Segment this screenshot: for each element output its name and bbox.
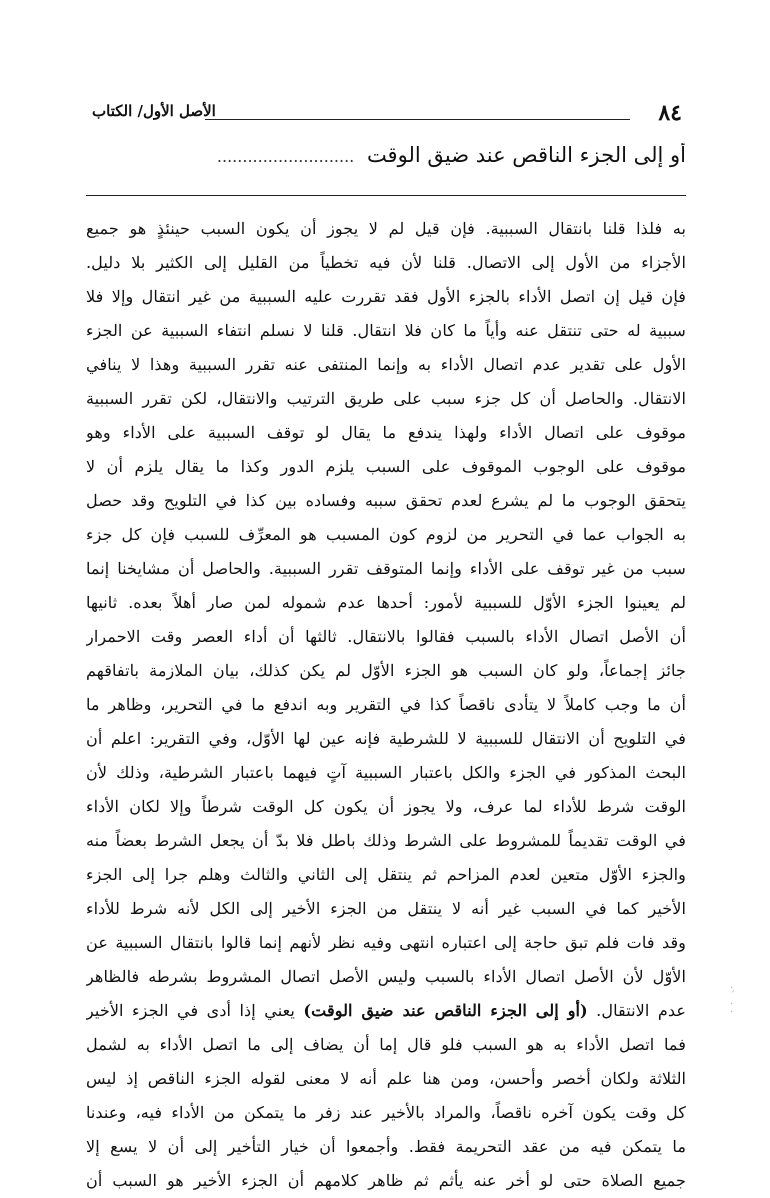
- section-heading-dots: ...........................: [216, 147, 355, 166]
- text-line: ما يتمكن فيه من عقد التحريمة فقط. وأجمعوا أن خيار التأخير إلى أن لا يسع إلا: [86, 1137, 686, 1156]
- text-line: الوقت شرط للأداء لما عرف، ولا يجوز أن يكون كل الوقت شرطاً وإلا لكان الأداء: [86, 797, 686, 816]
- text-line: جائز إجماعاً، ولو كان السبب هو الجزء الأوّل لم يكن كذلك، بيان الملازمة باتفاقهم: [86, 661, 686, 680]
- text-line: لم يعينوا الجزء الأوّل للسببية لأمور: أحدها عدم شموله لمن صار أهلاً بعده. ثانيها: [86, 593, 686, 612]
- page-number: ٨٤: [658, 100, 682, 126]
- text-line: موقوف على الوجوب الموقوف على السبب يلزم الدور وكذا ما يقال يلزم أن لا: [86, 457, 686, 476]
- text-line: في الوقت تقديماً للمشروط على الشرط وذلك باطل فلا بدّ أن يجعل الشرط بعضاً منه: [86, 831, 686, 850]
- section-heading: [86, 143, 686, 177]
- text-line: الأخير كما في السبب غير أنه لا ينتقل من الجزء الأخير إلى الكل لأنه شرط للأداء: [86, 899, 686, 918]
- text-line: في التلويح أن الانتقال للسببية لا للشرطية فإنه عين لها الأوّل، وفي التقرير: اعلم أن: [86, 729, 686, 748]
- body-text: [86, 212, 686, 1198]
- running-title: الأصل الأول/ الكتاب: [92, 102, 216, 120]
- text-line: الثلاثة ولكان أخصر وأحسن، ومن هنا علم أنه لا معنى لقوله الجزء الناقص إذ ليس: [86, 1069, 686, 1088]
- text-line: وقد فات فلم تبق حاجة إلى اعتباره انتهى وفيه نظر لأنهم إنما قالوا بانتقال السببية عن: [86, 933, 686, 952]
- text-line: كل وقت يكون آخره ناقصاً، والمراد بالأخير عند زفر ما يتمكن من الأداء فيه، وعندنا: [86, 1103, 686, 1122]
- text-line: به الجواب عما في التحرير من لزوم كون المسبب هو المعرِّف للسبب فإن كل جزء: [86, 525, 686, 544]
- text-line-segment: يعني إذا أدى في الجزء الأخير: [86, 1001, 304, 1020]
- text-line: الأول على تقدير عدم اتصال الأداء به وإنما المنتفى عنه تقرر السببية وهذا لا ينافي: [86, 355, 686, 374]
- margin-mark: · ´ · ·: [730, 983, 735, 1018]
- text-line: سبب من غير توقف على الأداء وإنما المتوقف تقرر السببية. والحاصل أن مشايخنا إنما: [86, 559, 686, 578]
- running-header: [92, 100, 682, 130]
- section-heading-text: أو إلى الجزء الناقص عند ضيق الوقت: [366, 143, 686, 167]
- text-line: أن ما وجب كاملاً لا يتأدى ناقصاً كذا في التقرير وبه اندفع ما في التحرير، وظاهر ما: [86, 695, 686, 714]
- text-line: الأوّل لأن الأصل اتصال الأداء بالسبب وليس الأصل اتصال المشروط بشرطه فالظاهر: [86, 967, 686, 986]
- text-line: [86, 994, 686, 1028]
- text-line: فما اتصل الأداء به هو السبب فلو قال إما أن يضاف إلى ما اتصل الأداء به لشمل: [86, 1035, 686, 1054]
- text-line: فإن قيل إن اتصل الأداء بالجزء الأول فقد تقررت عليه السببية من غير انتقال وإلا فلا: [86, 287, 686, 306]
- text-line: موقوف على اتصال الأداء ولهذا يندفع ما يقال لو توقف السببية على الأداء وهو: [86, 423, 686, 442]
- bold-quoted-matn: (أو إلى الجزء الناقص عند ضيق الوقت): [303, 1001, 588, 1020]
- text-line: والجزء الأوّل متعين لعدم المزاحم ثم ينتقل إلى الثاني والثالث وهلم جرا إلى الجزء: [86, 865, 686, 884]
- text-line-segment: عدم الانتقال.: [587, 1001, 686, 1020]
- text-line: أن الأصل اتصال الأداء بالسبب فقالوا بالانتقال. ثالثها أن أداء العصر وقت الاحمرار: [86, 627, 686, 646]
- text-line: البحث المذكور في الجزء والكل باعتبار السببية آتٍ فيهما باعتبار الشرطية، وذلك لأن: [86, 763, 686, 782]
- text-line: الأجزاء من الأول إلى الاتصال. قلنا لأن فيه تخطياً من القليل إلى الكثير بلا دليل.: [86, 253, 686, 272]
- text-line: سببية له حتى تنتقل عنه وأياً ما كان فلا انتقال. قلنا لا نسلم انتفاء السببية عن الجزء: [86, 321, 686, 340]
- text-line: الانتقال. والحاصل أن كل جزء سبب على طريق الترتيب والانتقال، لكن تقرر السببية: [86, 389, 686, 408]
- heading-rule: [86, 195, 686, 196]
- header-rule: [205, 119, 630, 120]
- text-line: يتحقق الوجوب ما لم يشرع لعدم تحقق سببه وفساده بين كذا في التلويح وقد حصل: [86, 491, 686, 510]
- text-line: به فلذا قلنا بانتقال السببية. فإن قيل لم لا يجوز أن يكون السبب حينئذٍ هو جميع: [86, 219, 686, 238]
- text-line: جميع الصلاة حتى لو أخر عنه يأثم ثم ظاهر كلامهم أن الجزء الأخير هو السبب أن: [86, 1171, 686, 1190]
